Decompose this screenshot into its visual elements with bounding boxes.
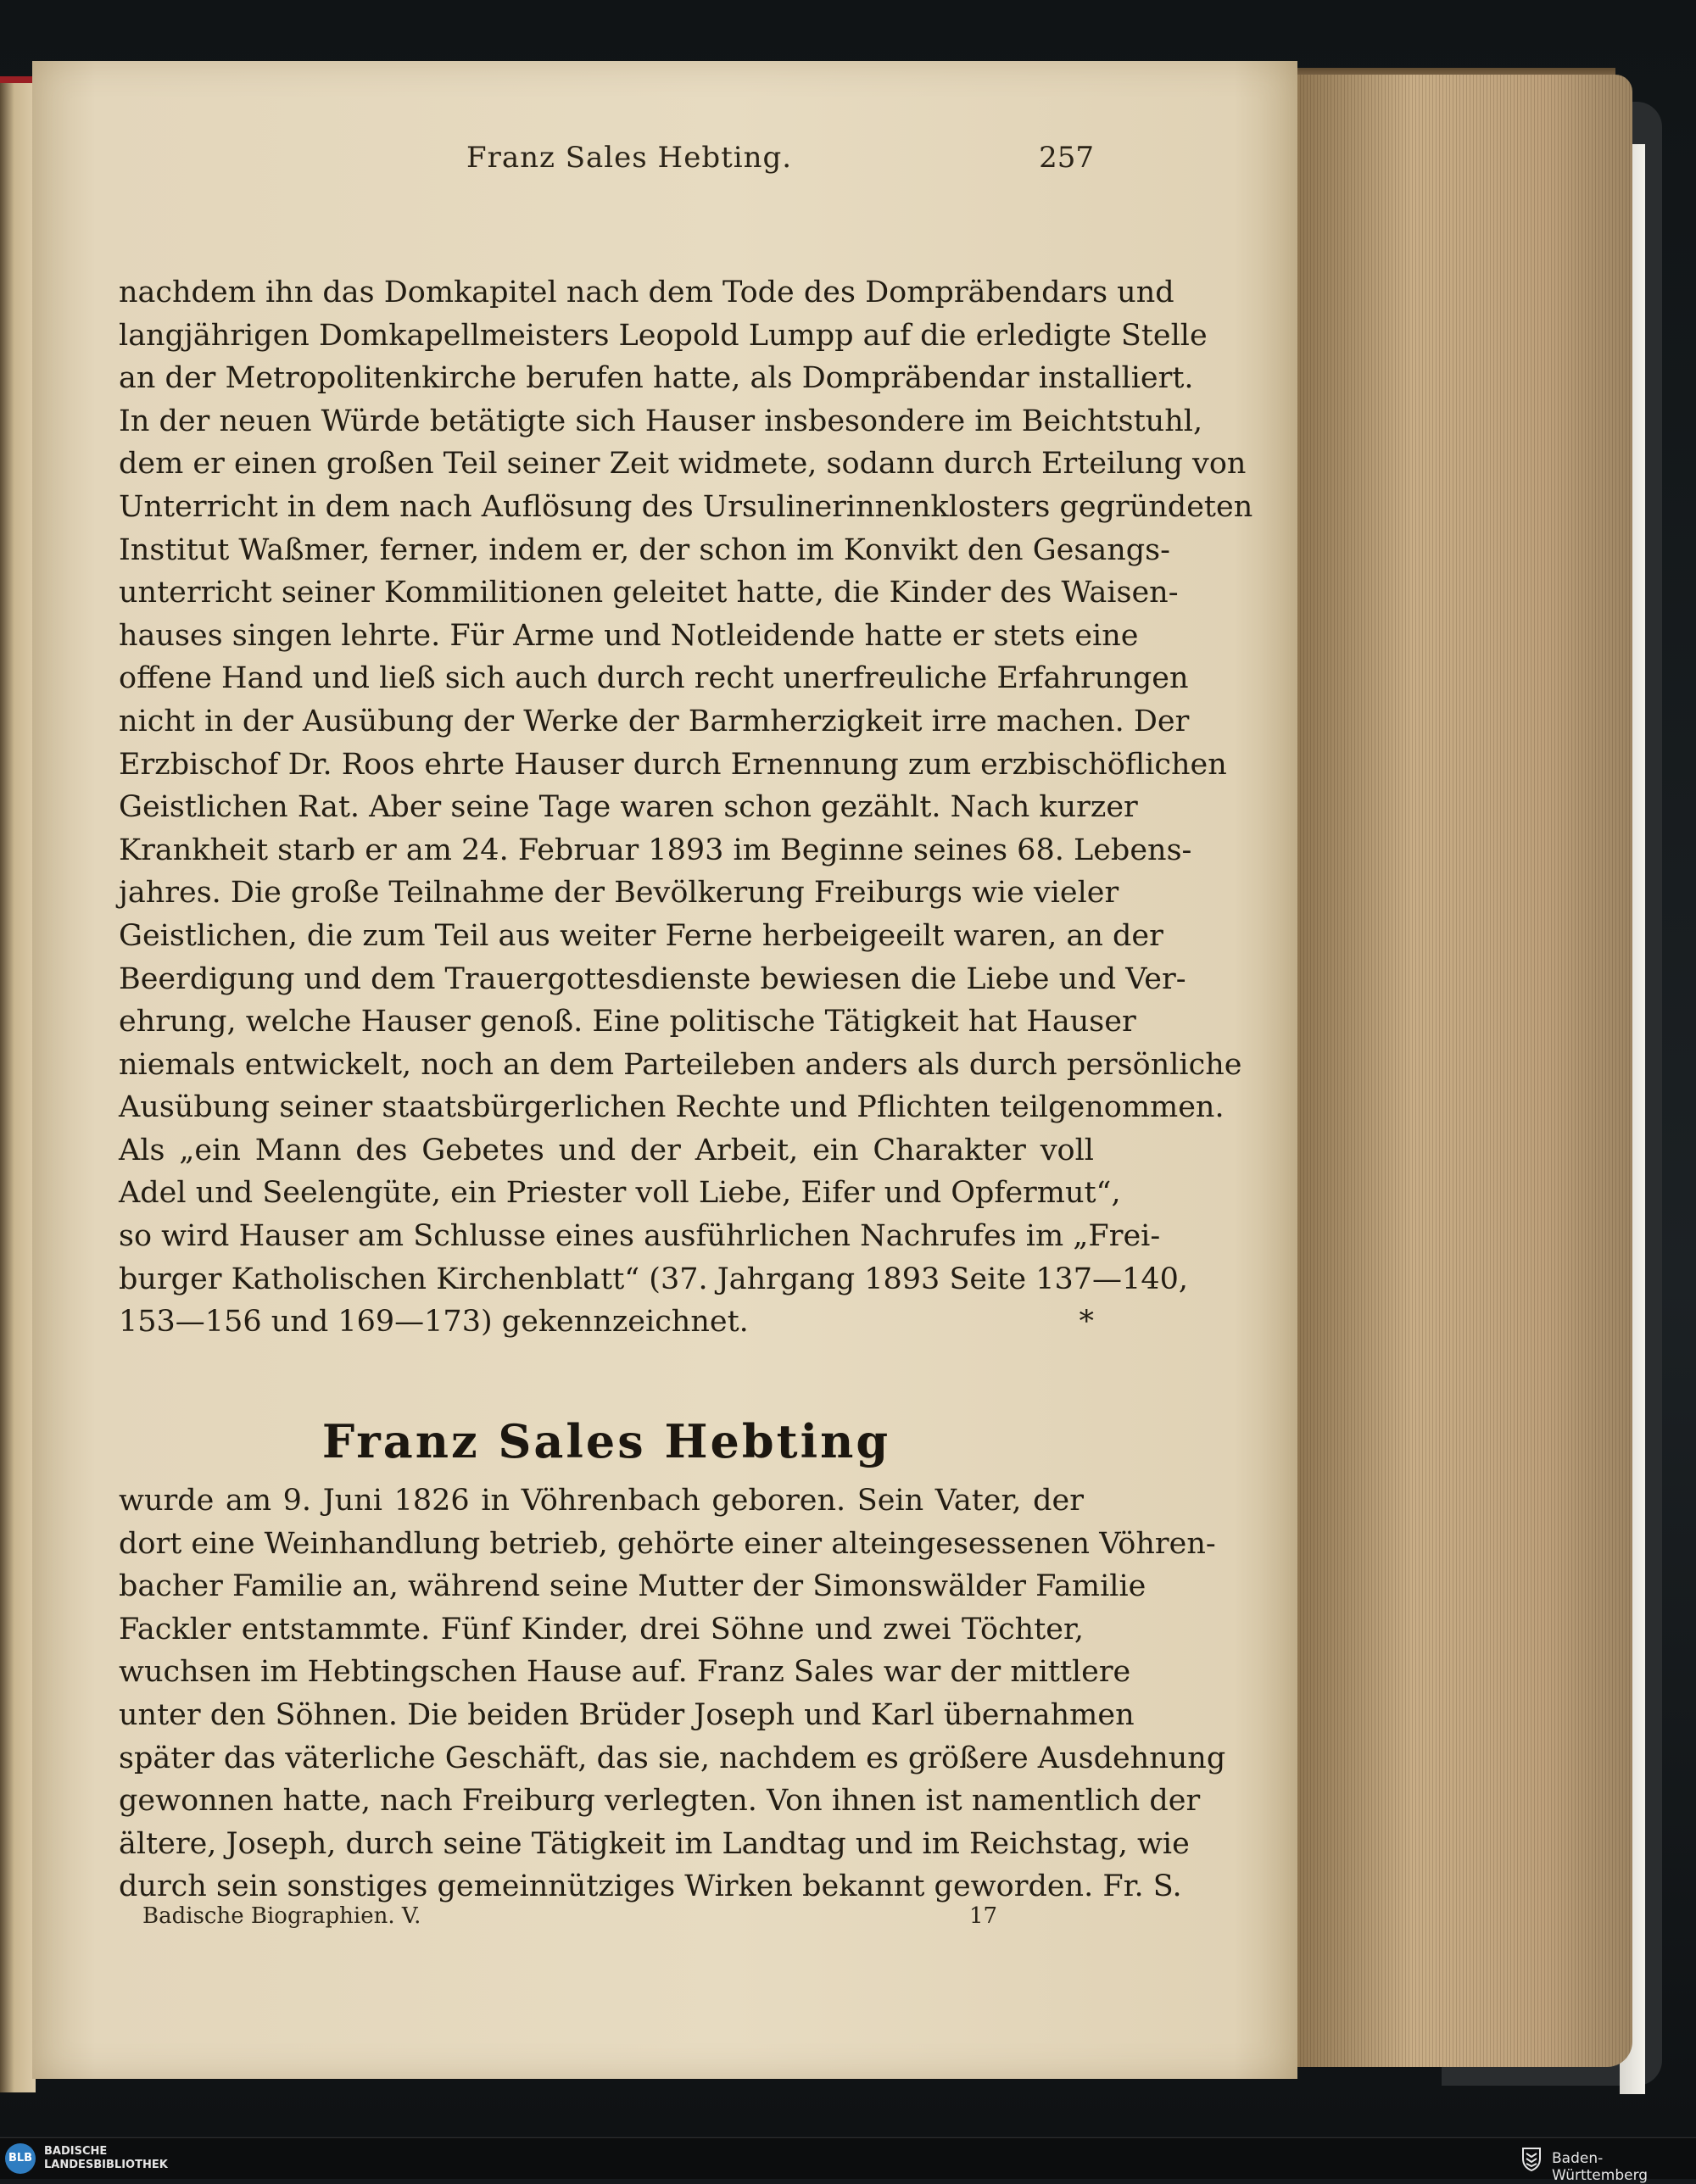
library-name-line-1: BADISCHE bbox=[44, 2145, 108, 2158]
text-line: wurde am 9. Juni 1826 in Vöhrenbach geboren. Sein Vater, der bbox=[119, 1484, 1084, 1518]
running-head bbox=[119, 141, 1094, 192]
text-line: gewonnen hatte, nach Freiburg verlegten. Von ihnen ist namentlich der bbox=[119, 1784, 1201, 1819]
text-line: nachdem ihn das Domkapitel nach dem Tode des Dompräbendars und bbox=[119, 276, 1174, 309]
text-line: Fackler entstammte. Fünf Kinder, drei Söhne und zwei Töchter, bbox=[119, 1612, 1084, 1646]
text-line: später das väterliche Geschäft, das sie, nachdem es größere Ausdehnung bbox=[119, 1741, 1226, 1775]
text-line: Unterricht in dem nach Auflösung des Ursulinerinnenklosters gegründeten bbox=[119, 489, 1253, 524]
text-line: niemals entwickelt, noch an dem Parteileben anders als durch persönliche bbox=[119, 1047, 1242, 1082]
library-name bbox=[44, 2145, 168, 2172]
state-name[interactable]: Baden-Württemberg bbox=[1552, 2150, 1649, 2184]
state-crest-icon bbox=[1518, 2145, 1545, 2172]
text-line: Beerdigung und dem Trauergottesdienste bewiesen die Liebe und Ver- bbox=[119, 961, 1186, 996]
text-line: Krankheit starb er am 24. Februar 1893 im Beginne seines 68. Lebens- bbox=[119, 833, 1192, 867]
text-line: unter den Söhnen. Die beiden Brüder Joseph und Karl übernahmen bbox=[119, 1697, 1135, 1732]
text-line: ältere, Joseph, durch seine Tätigkeit im Landtag und im Reichstag, wie bbox=[119, 1826, 1190, 1861]
text-line: wuchsen im Hebtingschen Hause auf. Franz Sales war der mittlere bbox=[119, 1655, 1131, 1690]
library-name-line-2: LANDESBIBLIOTHEK bbox=[44, 2159, 168, 2171]
text-line: Geistlichen Rat. Aber seine Tage waren schon gezählt. Nach kurzer bbox=[119, 790, 1138, 825]
text-line: Erzbischof Dr. Roos ehrte Hauser durch Ernennung zum erzbischöflichen bbox=[119, 747, 1227, 782]
text-line: offene Hand und ließ sich auch durch recht unerfreuliche Erfahrungen bbox=[119, 661, 1189, 696]
signature-number: 17 bbox=[969, 1903, 998, 1929]
paragraph-1 bbox=[119, 271, 1253, 1344]
text-line: unterricht seiner Kommilitionen geleitet hatte, die Kinder des Waisen- bbox=[119, 576, 1179, 610]
text-line: bacher Familie an, während seine Mutter der Simonswälder Familie bbox=[119, 1569, 1146, 1604]
text-line: durch sein sonstiges gemeinnütziges Wirken bekannt geworden. Fr. S. bbox=[119, 1869, 1182, 1904]
text-line-content: 153—156 und 169—173) gekennzeichnet. bbox=[119, 1305, 749, 1340]
text-line: In der neuen Würde betätigte sich Hauser insbesondere im Beichtstuhl, bbox=[119, 404, 1203, 438]
text-line: ehrung, welche Hauser genoß. Eine politische Tätigkeit hat Hauser bbox=[119, 1005, 1136, 1039]
text-line: burger Katholischen Kirchenblatt“ (37. Jahrgang 1893 Seite 137—140, bbox=[119, 1262, 1188, 1296]
text-line: jahres. Die große Teilnahme der Bevölkerung Freiburgs wie vieler bbox=[119, 876, 1119, 911]
text-line: so wird Hauser am Schlusse eines ausführlichen Nachrufes im „Frei- bbox=[119, 1219, 1161, 1254]
text-line: Als „ein Mann des Gebetes und der Arbeit, ein Charakter voll bbox=[119, 1133, 1094, 1167]
facing-page-edge bbox=[0, 76, 36, 2092]
text-line: Adel und Seelengüte, ein Priester voll Liebe, Eifer und Opfermut“, bbox=[119, 1176, 1121, 1211]
text-line: langjährigen Domkapellmeisters Leopold Lumpp auf die erledigte Stelle bbox=[119, 318, 1208, 353]
paragraph-2 bbox=[119, 1479, 1226, 1908]
text-line: dort eine Weinhandlung betrieb, gehörte einer alteingesessenen Vöhren- bbox=[119, 1526, 1216, 1561]
text-line: nicht in der Ausübung der Werke der Barmherzigkeit irre machen. Der bbox=[119, 704, 1190, 738]
text-line-last bbox=[119, 1301, 1094, 1344]
library-logo[interactable]: BLB bbox=[5, 2143, 36, 2174]
section-title: Franz Sales Hebting bbox=[321, 1414, 891, 1468]
text-line: an der Metropolitenkirche berufen hatte, als Dompräbendar installiert. bbox=[119, 361, 1194, 396]
page-block-edges bbox=[1293, 75, 1632, 2067]
text-line: Institut Waßmer, ferner, indem er, der schon im Konvikt den Gesangs- bbox=[119, 532, 1170, 567]
signature-line: Badische Biographien. V. bbox=[142, 1903, 421, 1929]
text-line: Ausübung seiner staatsbürgerlichen Rechte und Pflichten teilgenommen. bbox=[119, 1090, 1225, 1125]
text-line: Geistlichen, die zum Teil aus weiter Ferne herbeigeeilt waren, an der bbox=[119, 918, 1163, 953]
text-line: dem er einen großen Teil seiner Zeit widmete, sodann durch Erteilung von bbox=[119, 447, 1247, 482]
page-number: 257 bbox=[1039, 141, 1094, 175]
author-signature-mark: * bbox=[1079, 1305, 1094, 1340]
page-footer bbox=[142, 1903, 998, 1946]
text-line: hauses singen lehrte. Für Arme und Notleidende hatte er stets eine bbox=[119, 618, 1139, 653]
running-head-title: Franz Sales Hebting. bbox=[466, 141, 793, 175]
viewer-footer-bar bbox=[0, 2137, 1696, 2184]
